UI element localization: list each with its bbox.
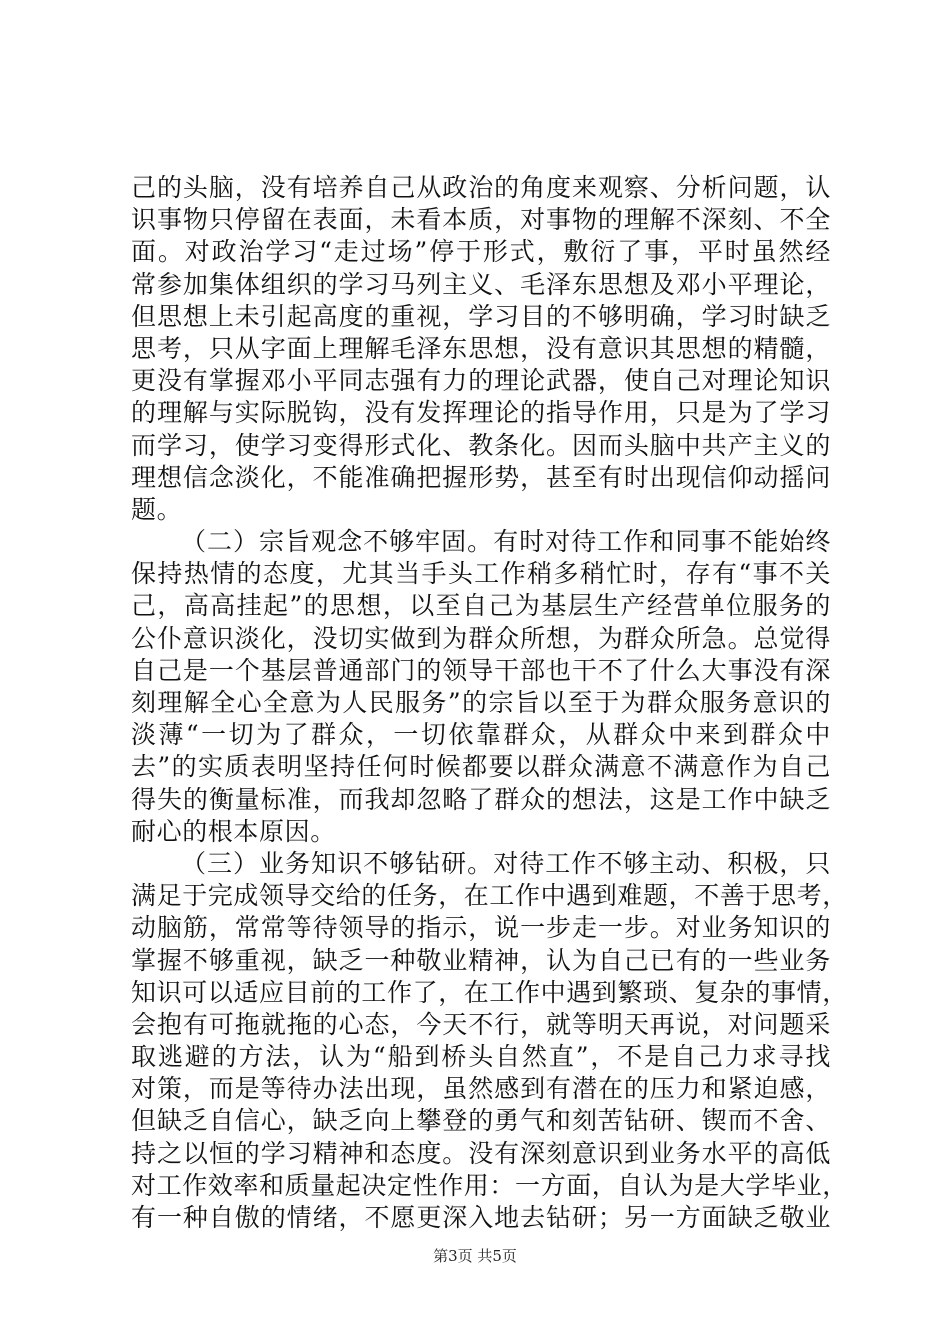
text-line: 识事物只停留在表面，未看本质，对事物的理解不深刻、不全	[131, 205, 831, 235]
text-line: 会抱有可拖就拖的心态，今天不行，就等明天再说，对问题采	[131, 1009, 831, 1039]
page-number-footer: 第3页 共5页	[433, 1247, 517, 1265]
text-line: 刻理解全心全意为人民服务”的宗旨以至于为群众服务意识的	[131, 688, 831, 717]
text-line: 理想信念淡化，不能准确把握形势，甚至有时出现信仰动摇问	[131, 462, 831, 492]
text-line: 公仆意识淡化，没切实做到为群众所想，为群众所急。总觉得	[131, 623, 831, 653]
text-line: 持之以恒的学习精神和态度。没有深刻意识到业务水平的高低	[131, 1138, 831, 1168]
text-line: 动脑筋，常常等待领导的指示，说一步走一步。对业务知识的	[131, 913, 831, 943]
text-line: 耐心的根本原因。	[131, 816, 336, 846]
text-line: 常参加集体组织的学习马列主义、毛泽东思想及邓小平理论，	[131, 269, 831, 299]
text-line: 己的头脑，没有培养自己从政治的角度来观察、分析问题，认	[131, 173, 831, 202]
text-line: 得失的衡量标准，而我却忽略了群众的想法，这是工作中缺乏	[131, 784, 831, 814]
text-line: 保持热情的态度，尤其当手头工作稍多稍忙时，存有“事不关	[131, 559, 831, 589]
text-line: 思考，只从字面上理解毛泽东思想，没有意识其思想的精髓，	[131, 333, 831, 363]
text-line: 去”的实质表明坚持任何时候都要以群众满意不满意作为自己	[131, 752, 831, 782]
body-text	[131, 172, 848, 1234]
text-line: 但缺乏自信心，缺乏向上攀登的勇气和刻苦钻研、锲而不舍、	[131, 1106, 831, 1136]
text-line: 己，高高挂起”的思想，以至自己为基层生产经营单位服务的	[131, 591, 831, 621]
text-line: 有一种自傲的情绪，不愿更深入地去钻研；另一方面缺乏敬业	[131, 1203, 831, 1232]
text-line: 面。对政治学习“走过场”停于形式，敷衍了事，平时虽然经	[131, 237, 831, 267]
text-line: 题。	[131, 494, 183, 524]
text-line: 自己是一个基层普通部门的领导干部也干不了什么大事没有深	[131, 655, 831, 685]
paragraph-heading-line: （三）业务知识不够钻研。对待工作不够主动、积极，只	[181, 848, 831, 878]
text-line: 对工作效率和质量起决定性作用：一方面，自认为是大学毕业，	[131, 1170, 848, 1200]
text-line: 的理解与实际脱钩，没有发挥理论的指导作用，只是为了学习	[131, 398, 831, 428]
text-line: 掌握不够重视，缺乏一种敬业精神，认为自己已有的一些业务	[131, 945, 831, 975]
paragraph-heading-line: （二）宗旨观念不够牢固。有时对待工作和同事不能始终	[181, 527, 831, 557]
text-line: 知识可以适应目前的工作了，在工作中遇到繁琐、复杂的事情，	[131, 977, 848, 1007]
text-line: 而学习，使学习变得形式化、教条化。因而头脑中共产主义的	[131, 430, 831, 460]
text-line: 对策，而是等待办法出现，虽然感到有潜在的压力和紧迫感，	[131, 1074, 831, 1104]
text-line: 更没有掌握邓小平同志强有力的理论武器，使自己对理论知识	[131, 366, 831, 396]
text-line: 但思想上未引起高度的重视，学习目的不够明确，学习时缺乏	[131, 301, 831, 331]
text-line: 满足于完成领导交给的任务，在工作中遇到难题，不善于思考，	[131, 881, 848, 911]
text-line: 淡薄“一切为了群众，一切依靠群众，从群众中来到群众中	[131, 720, 831, 750]
text-line: 取逃避的方法，认为“船到桥头自然直”，不是自己力求寻找	[131, 1042, 831, 1072]
